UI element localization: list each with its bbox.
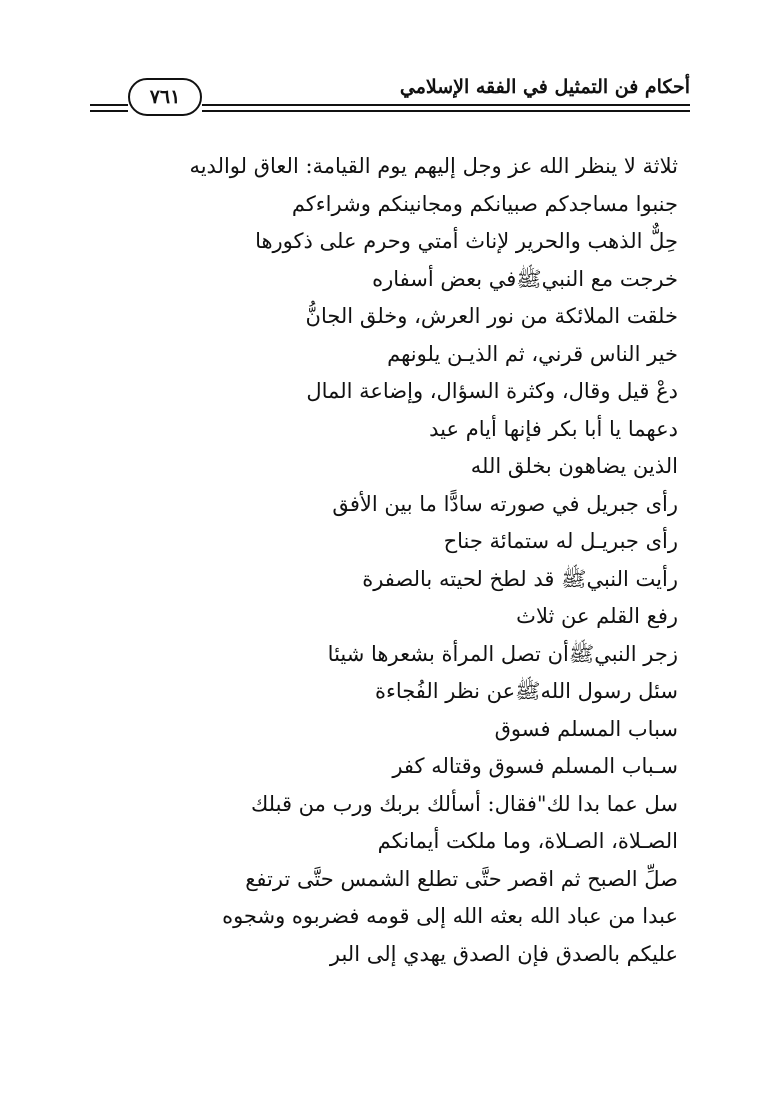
text-line: رأى جبريل في صورته سادًّا ما بين الأفق [332,491,678,516]
text-line: خير الناس قرني، ثم الذيـن يلونهم [387,341,678,366]
header-rule-right [202,104,690,106]
text-line: رأيت النبيﷺ قد لطخ لحيته بالصفرة [362,566,678,591]
text-line: ثلاثة لا ينظر الله عز وجل إليهم يوم القيامة: العاق لوالديه [189,154,678,178]
text-line: الصـلاة، الصـلاة، وما ملكت أيمانكم [377,829,678,853]
text-line: زجر النبيﷺأن تصل المرأة بشعرها شيئا [327,641,678,666]
body-text [118,148,678,973]
text-line: صلِّ الصبح ثم اقصر حتَّى تطلع الشمس حتَّى ترتفع [245,866,678,891]
text-line: حِلٌّ الذهب والحرير لإناث أمتي وحرم على ذكورها [255,229,678,253]
text-line: رفع القلم عن ثلاث [516,604,678,628]
text-line: الذين يضاهون بخلق الله [470,454,678,478]
text-line: عليكم بالصدق فإن الصدق يهدي إلى البر [329,941,678,966]
header-rule-right-lower [202,110,690,112]
text-line: جنبوا مساجدكم صبيانكم ومجانينكم وشراءكم [291,191,678,216]
text-line: عبدا من عباد الله بعثه الله إلى قومه فضربوه وشجوه [222,904,678,928]
text-line: سئل رسول اللهﷺعن نظر الفُجاءة [374,679,678,703]
text-line: خلقت الملائكة من نور العرش، وخلق الجانُّ [305,304,678,328]
page-number: ٧٦١ [128,78,202,116]
text-line: رأى جبريـل له ستمائة جناح [443,529,678,553]
header-rule-left-lower [90,110,128,112]
text-line: سل عما بدا لك"فقال: أسألك بربك ورب من قبلك [250,791,678,816]
text-line: سـباب المسلم فسوق وقتاله كفر [392,754,678,778]
text-line: دعْ قيل وقال، وكثرة السؤال، وإضاعة المال [306,379,678,403]
page-title: أحكام فن التمثيل في الفقه الإسلامي [399,76,690,98]
text-line: سباب المسلم فسوق [494,716,678,741]
page-header [90,70,690,126]
text-line: دعهما يا أبا بكر فإنها أيام عيد [429,416,678,441]
text-line: خرجت مع النبيﷺفي بعض أسفاره [372,266,678,291]
header-rule-left [90,104,128,106]
